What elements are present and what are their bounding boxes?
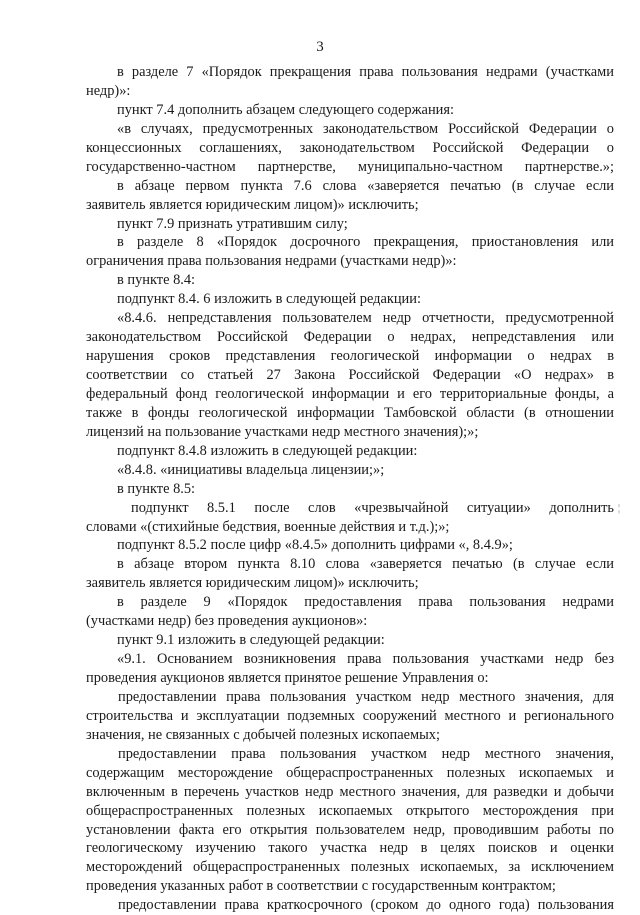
- text-line: ограничения права пользования недрами (участками недр)»:: [86, 253, 457, 270]
- text-line: недр)»:: [86, 82, 131, 99]
- document-body: [86, 63, 621, 915]
- text-line: геологическому изучению такого участка недр в целях поисков и оценки: [86, 840, 614, 857]
- text-line: в пункте 8.4:: [117, 272, 196, 289]
- text-line: проведения аукционов является принятое решение Управления о:: [86, 670, 489, 686]
- text-line: «9.1. Основанием возникновения права пользования участками недр без: [117, 651, 614, 668]
- text-line: заявитель является юридическим лицом)» исключить;: [86, 575, 419, 592]
- text-line: предоставлении права пользования участком недр местного значения,: [118, 745, 614, 762]
- text-line: пункт 9.1 изложить в следующей редакции:: [117, 632, 385, 649]
- page-number: 3: [316, 39, 324, 55]
- text-line: словами «(стихийные бедствия, военные действия и т.д.);»;: [86, 518, 450, 535]
- text-line: подпункт 8.4.8 изложить в следующей редакции:: [117, 442, 418, 459]
- text-line: в абзаце втором пункта 8.10 слова «заверяется печатью (в случае если: [117, 556, 614, 573]
- text-line: (участками недр) без проведения аукционов»:: [86, 613, 368, 630]
- text-line: в разделе 8 «Порядок досрочного прекращения, приостановления или: [117, 234, 614, 251]
- text-line: «8.4.6. непредставления пользователем недр отчетности, предусмотренной: [117, 310, 614, 327]
- text-line: значения, не связанных с добычей полезных ископаемых;: [86, 726, 440, 743]
- text-line: заявитель является юридическим лицом)» исключить;: [86, 196, 419, 213]
- text-line: строительства и эксплуатации подземных сооружений местного и регионального: [86, 707, 614, 724]
- text-line: нарушения сроков представления геологической информации о недрах в: [86, 348, 614, 365]
- text-line: также в фонды геологической информации Тамбовской области (в отношении: [86, 404, 614, 421]
- text-line: в пункте 8.5:: [117, 480, 196, 497]
- text-line: концессионных соглашениях, законодательством Российской Федерации о: [86, 139, 614, 156]
- text-line: проведения указанных работ в соответствии с государственным контрактом;: [86, 878, 556, 895]
- text-line: подпункт 8.5.2 после цифр «8.4.5» дополнить цифрами «, 8.4.9»;: [117, 537, 513, 554]
- text-line: пункт 7.9 признать утратившим силу;: [117, 215, 348, 232]
- text-line: «8.4.8. «инициативы владельца лицензии;»;: [117, 461, 385, 478]
- text-line: пункт 7.4 дополнить абзацем следующего содержания:: [117, 101, 454, 118]
- text-line: предоставлении права пользования участком недр местного значения, для: [118, 688, 614, 705]
- text-line: включенным в перечень участков недр местного значения, для разведки и добычи: [86, 783, 614, 800]
- text-line: общераспространенных полезных ископаемых открытого месторождения при: [86, 802, 614, 819]
- text-line: соответствии со статьей 27 Закона Российской Федерации «О недрах» в: [86, 367, 614, 383]
- text-line: подпункт 8.5.1 после слов «чрезвычайной ситуации» дополнить: [131, 499, 614, 516]
- text-line: государственно-частном партнерстве, муниципально-частном партнерстве.»;: [86, 158, 614, 175]
- text-line: в абзаце первом пункта 7.6 слова «заверяется печатью (в случае если: [117, 177, 614, 194]
- text-line: федеральный фонд геологической информации и его территориальные фонды, а: [86, 385, 614, 402]
- text-line: установлении факта его открытия пользователем недр, проводившим работы по: [86, 821, 614, 838]
- text-line: в разделе 9 «Порядок предоставления права пользования недрами: [117, 594, 614, 611]
- text-line: содержащим месторождение общераспространенных полезных ископаемых и: [86, 764, 614, 781]
- text-line: месторождений общераспространенных полезных ископаемых, за исключением: [86, 859, 614, 876]
- text-line: в разделе 7 «Порядок прекращения права пользования недрами (участками: [117, 64, 614, 80]
- text-line: «в случаях, предусмотренных законодательством Российской Федерации о: [117, 120, 614, 137]
- text-line: лицензий на пользование участками недр местного значения);»;: [86, 423, 479, 440]
- text-line: предоставлении права краткосрочного (сроком до одного года) пользования: [118, 897, 614, 914]
- text-line: законодательством Российской Федерации о недрах, непредставления или: [86, 329, 614, 346]
- text-line: подпункт 8.4. 6 изложить в следующей редакции:: [117, 291, 421, 308]
- margin-mark: ¦: [618, 502, 621, 514]
